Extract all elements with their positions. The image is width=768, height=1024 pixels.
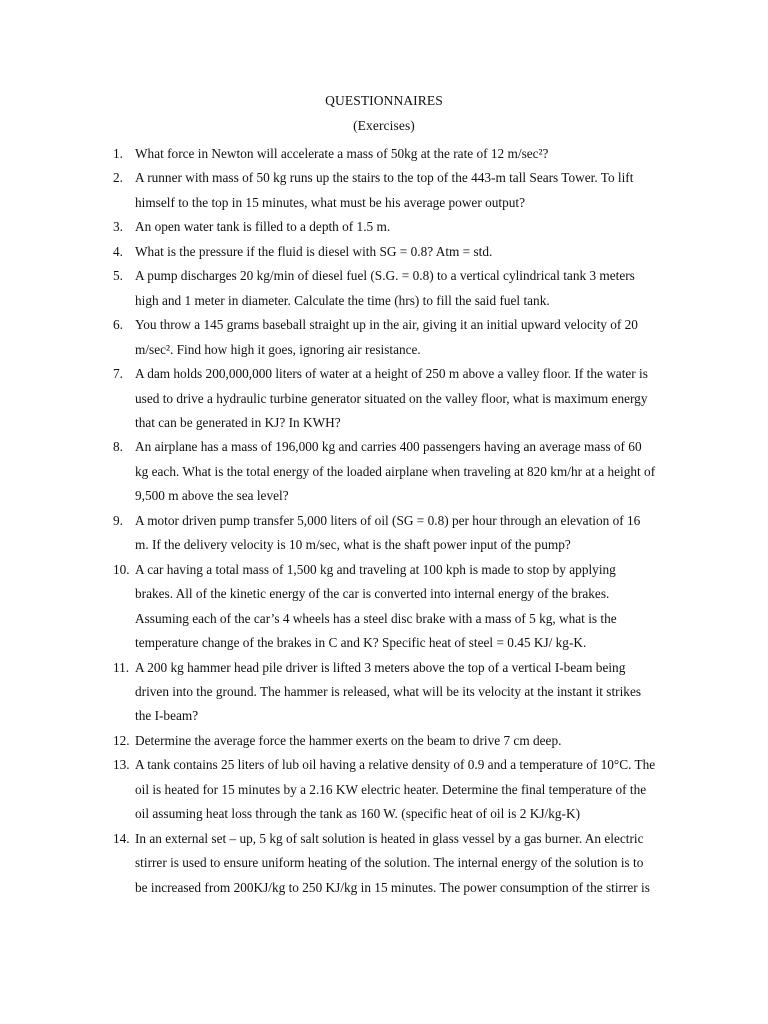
- question-number: 6.: [113, 317, 123, 333]
- question-number: 13.: [113, 757, 130, 773]
- question-item: [0, 509, 768, 558]
- question-item: [0, 215, 768, 239]
- question-line: A 200 kg hammer head pile driver is lifted 3 meters above the top of a vertical I-beam being: [135, 659, 626, 675]
- question-item: [0, 142, 768, 166]
- question-text: [135, 729, 685, 753]
- question-text: [135, 166, 685, 215]
- question-text: [135, 827, 685, 900]
- question-line: be increased from 200KJ/kg to 250 KJ/kg in 15 minutes. The power consumption of the stirrer is: [135, 879, 650, 895]
- question-line: oil assuming heat loss through the tank as 160 W. (specific heat of oil is 2 KJ/kg-K): [135, 806, 581, 822]
- question-text: [135, 656, 685, 729]
- question-item: [0, 240, 768, 264]
- question-text: [135, 558, 685, 656]
- question-number: 1.: [113, 146, 123, 161]
- question-number: 8.: [113, 439, 123, 455]
- question-line: temperature change of the brakes in C and K? Specific heat of steel = 0.45 KJ/ kg-K.: [135, 635, 587, 651]
- question-line: kg each. What is the total energy of the loaded airplane when traveling at 820 km/hr at a height of: [135, 463, 656, 479]
- question-line: brakes. All of the kinetic energy of the car is converted into internal energy of the brakes.: [135, 586, 610, 602]
- document-title: QUESTIONNAIRES: [325, 93, 443, 108]
- question-line: Determine the average force the hammer exerts on the beam to drive 7 cm deep.: [135, 732, 562, 748]
- question-text: [135, 313, 685, 362]
- question-line: A motor driven pump transfer 5,000 liters of oil (SG = 0.8) per hour through an elevation of 16: [135, 512, 641, 528]
- question-line: m. If the delivery velocity is 10 m/sec, what is the shaft power input of the pump?: [135, 537, 571, 553]
- question-item: [0, 558, 768, 656]
- question-line: that can be generated in KJ? In KWH?: [135, 414, 341, 430]
- question-text: [135, 264, 685, 313]
- question-line: m/sec². Find how high it goes, ignoring air resistance.: [135, 341, 421, 357]
- question-number: 5.: [113, 268, 123, 284]
- question-line: driven into the ground. The hammer is released, what will be its velocity at the instant it strikes: [135, 683, 642, 699]
- question-line: oil is heated for 15 minutes by a 2.16 KW electric heater. Determine the final temperature of the: [135, 781, 647, 797]
- question-line: An open water tank is filled to a depth of 1.5 m.: [135, 219, 391, 235]
- question-item: [0, 656, 768, 729]
- question-line: A tank contains 25 liters of lub oil having a relative density of 0.9 and a temperature of 10°C. The: [135, 757, 656, 773]
- question-number: 14.: [113, 830, 130, 846]
- question-item: [0, 313, 768, 362]
- question-line: In an external set – up, 5 kg of salt solution is heated in glass vessel by a gas burner. An electric: [135, 830, 644, 846]
- question-number: 2.: [113, 170, 123, 186]
- question-item: [0, 827, 768, 900]
- question-line: A car having a total mass of 1,500 kg and traveling at 100 kph is made to stop by applying: [135, 561, 616, 577]
- question-line: 9,500 m above the sea level?: [135, 488, 289, 504]
- question-text: [135, 142, 685, 166]
- question-text: [135, 509, 685, 558]
- question-line: A runner with mass of 50 kg runs up the stairs to the top of the 443-m tall Sears Tower. To lift: [135, 170, 634, 186]
- question-line: high and 1 meter in diameter. Calculate the time (hrs) to fill the said fuel tank.: [135, 292, 550, 308]
- question-item: [0, 166, 768, 215]
- question-line: used to drive a hydraulic turbine generator situated on the valley floor, what is maximum energy: [135, 390, 648, 406]
- question-text: [135, 362, 685, 435]
- question-text: [135, 753, 685, 826]
- question-text: [135, 215, 685, 239]
- question-number: 3.: [113, 219, 123, 235]
- question-number: 10.: [113, 561, 130, 577]
- question-number: 11.: [113, 659, 130, 675]
- question-line: You throw a 145 grams baseball straight up in the air, giving it an initial upward velocity of 20: [135, 317, 638, 333]
- question-line: the I-beam?: [135, 708, 199, 724]
- question-item: [0, 435, 768, 508]
- question-list: [0, 142, 768, 900]
- question-line: A pump discharges 20 kg/min of diesel fuel (S.G. = 0.8) to a vertical cylindrical tank 3 meters: [135, 268, 635, 284]
- question-text: [135, 435, 685, 508]
- question-line: What force in Newton will accelerate a mass of 50kg at the rate of 12 m/sec²?: [135, 146, 549, 161]
- question-line: What is the pressure if the fluid is diesel with SG = 0.8? Atm = std.: [135, 243, 493, 259]
- question-text: [135, 240, 685, 264]
- question-number: 9.: [113, 512, 123, 528]
- question-item: [0, 753, 768, 826]
- document-subtitle: (Exercises): [353, 118, 415, 133]
- question-line: Assuming each of the car’s 4 wheels has a steel disc brake with a mass of 5 kg, what is the: [135, 610, 617, 626]
- question-line: himself to the top in 15 minutes, what must be his average power output?: [135, 194, 525, 210]
- question-line: A dam holds 200,000,000 liters of water at a height of 250 m above a valley floor. If the water is: [135, 366, 648, 382]
- question-item: [0, 362, 768, 435]
- question-line: An airplane has a mass of 196,000 kg and carries 400 passengers having an average mass of 60: [135, 439, 642, 455]
- question-number: 12.: [113, 732, 130, 748]
- question-item: [0, 264, 768, 313]
- question-item: [0, 729, 768, 753]
- question-number: 7.: [113, 366, 123, 382]
- question-number: 4.: [113, 243, 123, 259]
- question-line: stirrer is used to ensure uniform heating of the solution. The internal energy of the solution is to: [135, 855, 644, 871]
